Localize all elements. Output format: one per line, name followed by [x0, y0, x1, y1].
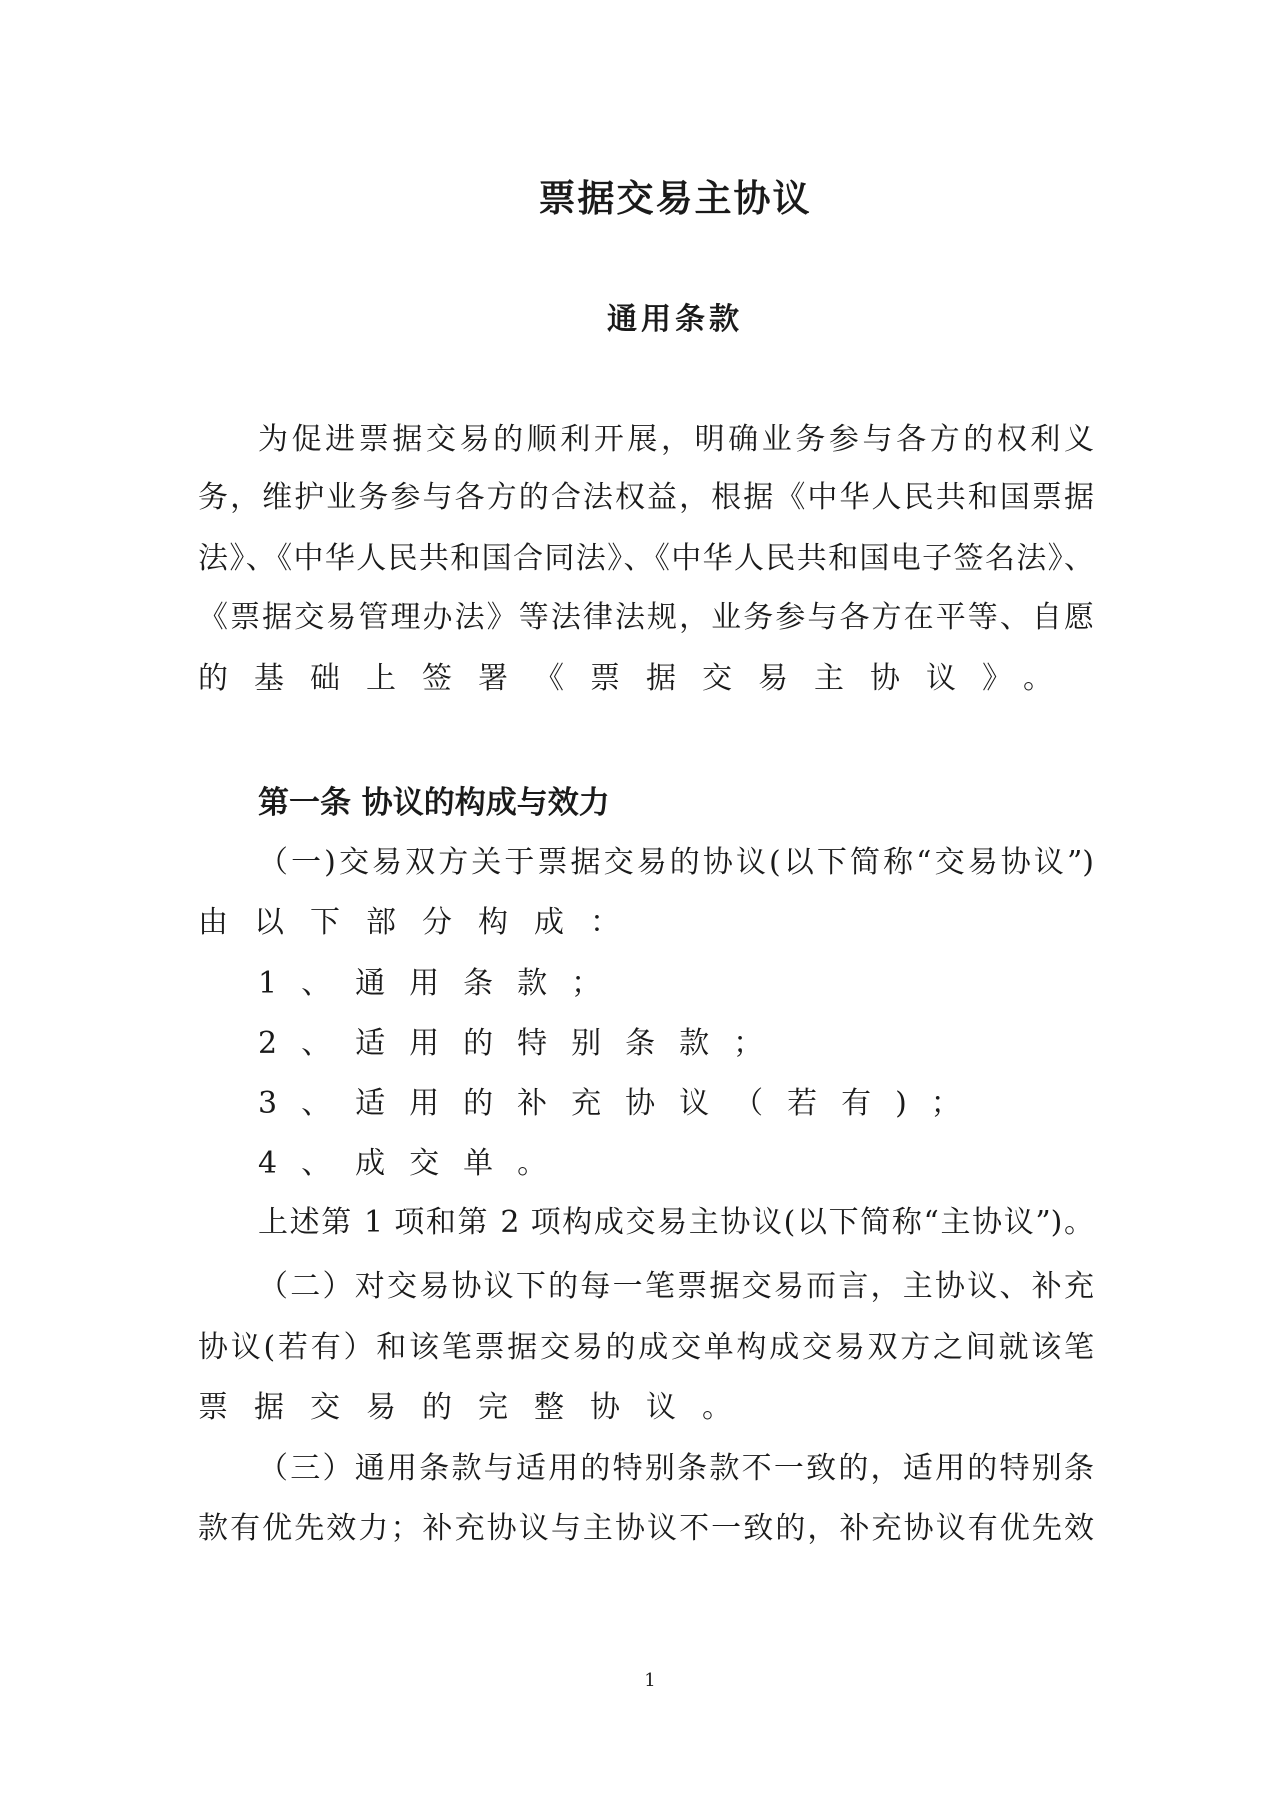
list-item: 1、通用条款； — [258, 966, 626, 1001]
article-line: （一)交易双方关于票据交易的协议(以下简称“交易协议”) — [258, 845, 1094, 880]
article-heading: 第一条 协议的构成与效力 — [258, 785, 610, 821]
article-line: 协议(若有）和该笔票据交易的成交单构成交易双方之间就该笔 — [198, 1330, 1094, 1365]
page-number: 1 — [644, 1670, 656, 1691]
article-line: （二）对交易协议下的每一笔票据交易而言，主协议、补充 — [258, 1269, 1094, 1304]
list-item: 2、适用的特别条款； — [258, 1026, 788, 1061]
article-line: （三）通用条款与适用的特别条款不一致的，适用的特别条 — [258, 1451, 1094, 1486]
list-item: 3、适用的补充协议（若有)； — [258, 1086, 985, 1121]
article-line: 票据交易的完整协议。 — [198, 1390, 758, 1425]
preamble-line: 的基础上签署《票据交易主协议》。 — [198, 661, 1079, 696]
preamble-line: 务，维护业务参与各方的合法权益，根据《中华人民共和国票据 — [198, 480, 1094, 515]
section-subtitle: 通用条款 — [607, 302, 743, 337]
preamble-line: 法》、《中华人民共和国合同法》、《中华人民共和国电子签名法》、 — [198, 541, 1094, 576]
article-line: 款有优先效力；补充协议与主协议不一致的，补充协议有优先效 — [198, 1511, 1094, 1546]
article-line: 由以下部分构成： — [198, 905, 646, 940]
document-title: 票据交易主协议 — [538, 176, 812, 220]
preamble-line: 《票据交易管理办法》等法律法规，业务参与各方在平等、自愿 — [198, 600, 1094, 635]
article-line: 上述第 1 项和第 2 项构成交易主协议(以下简称“主协议”)。 — [258, 1205, 1094, 1240]
list-item: 4、成交单。 — [258, 1146, 572, 1181]
preamble-line: 为促进票据交易的顺利开展，明确业务参与各方的权利义 — [258, 422, 1094, 457]
